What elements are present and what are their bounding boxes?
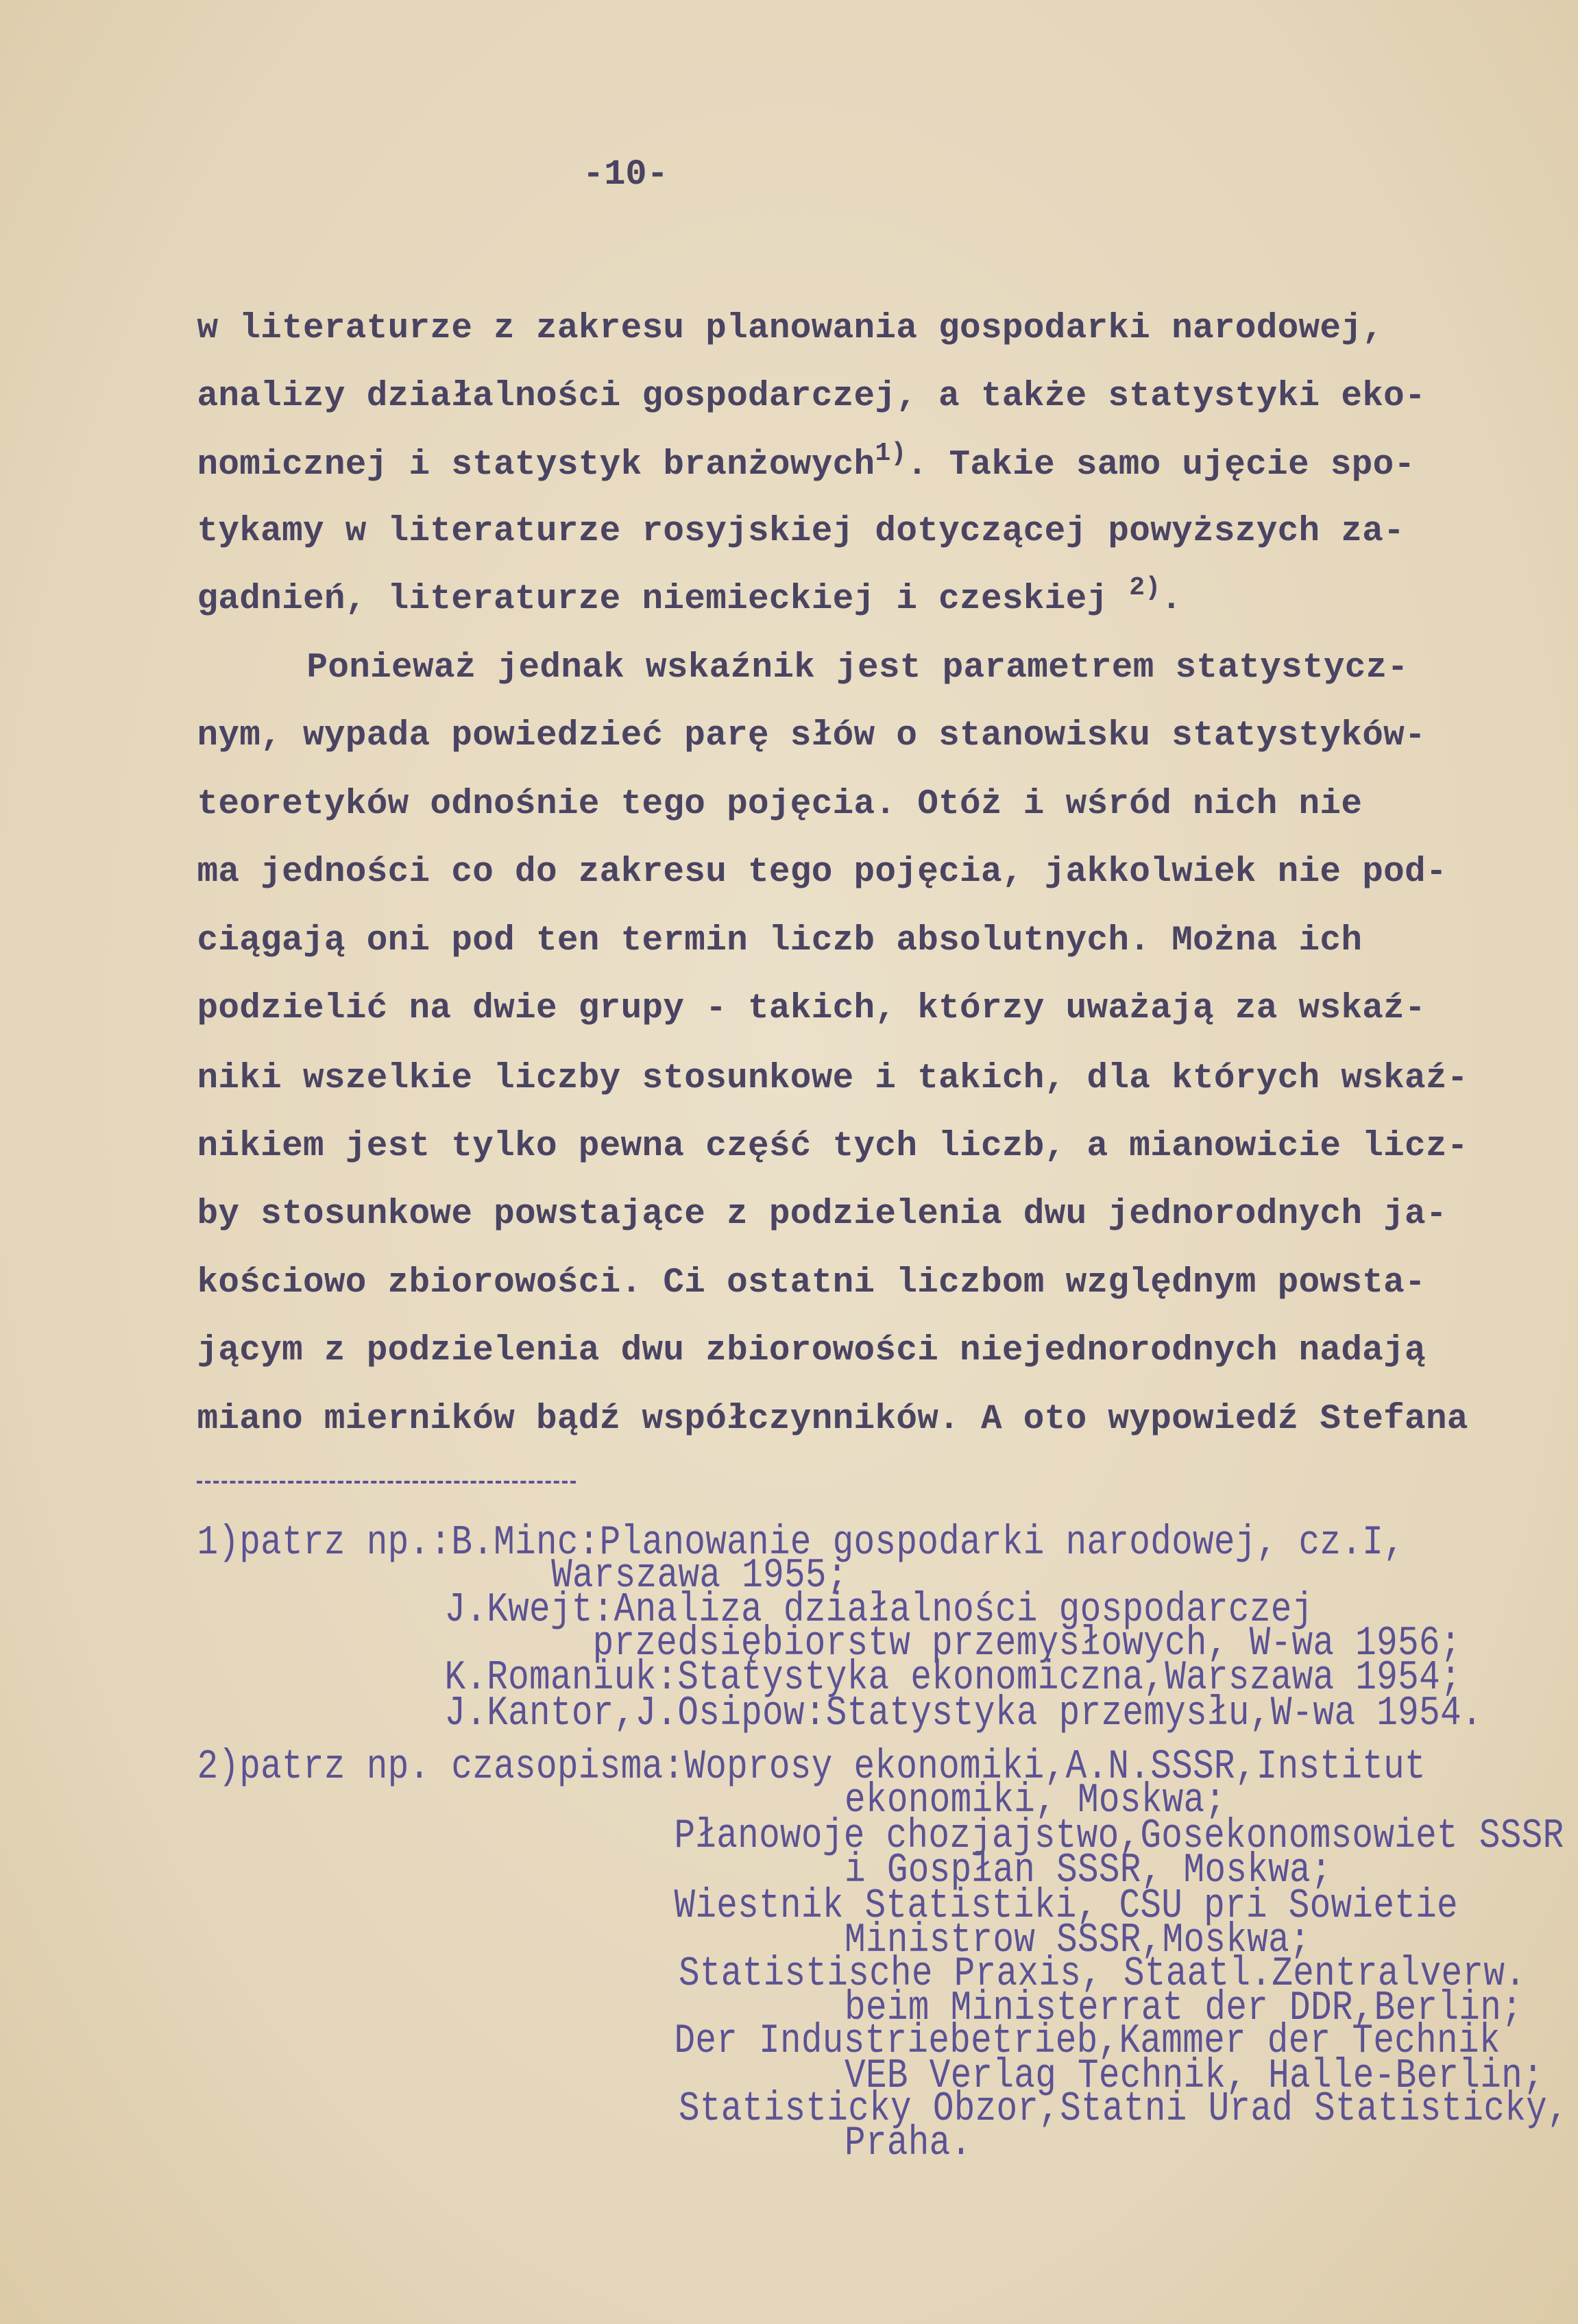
body-line bbox=[197, 511, 1405, 553]
body-line bbox=[197, 716, 1426, 757]
body-line bbox=[197, 784, 1362, 825]
footnote-line: VEB Verlag Technik, Halle-Berlin; bbox=[845, 2054, 1544, 2101]
body-line bbox=[197, 1331, 1426, 1372]
footnote-line: J.Kantor,J.Osipow:Statystyka przemysłu,W-wa 1954. bbox=[444, 1691, 1483, 1737]
page-number: -10- bbox=[583, 154, 668, 195]
footnote-line: J.Kwejt:Analiza działalności gospodarczej bbox=[444, 1587, 1313, 1634]
text-segment: tykamy w literaturze rosyjskiej dotyczącej powyższych za- bbox=[197, 511, 1405, 551]
text-segment: by stosunkowe powstające z podzielenia dwu jednorodnych ja- bbox=[197, 1195, 1447, 1235]
footnote-line: i Gospłan SSSR, Moskwa; bbox=[845, 1848, 1332, 1895]
body-line bbox=[197, 573, 1182, 622]
footnote-separator bbox=[197, 1481, 576, 1484]
footnote-line: 2)patrz np. czasopisma:Woprosy ekonomiki,A.N.SSSR,Institut bbox=[197, 1744, 1426, 1791]
text-segment: podzielić na dwie grupy - takich, którzy uważają za wskaź- bbox=[197, 989, 1426, 1028]
text-segment: gadnień, literaturze niemieckiej i czeskiej bbox=[197, 580, 1130, 620]
footnote-line: ekonomiki, Moskwa; bbox=[845, 1778, 1226, 1825]
footnote-line: beim Ministerrat der DDR,Berlin; bbox=[845, 1985, 1523, 2033]
text-segment: kościowo zbiorowości. Ci ostatni liczbom względnym powsta- bbox=[197, 1263, 1426, 1303]
body-line bbox=[197, 376, 1426, 417]
text-segment: nomicznej i statystyk branżowych bbox=[197, 445, 875, 485]
text-segment: ma jedności co do zakresu tego pojęcia, jakkolwiek nie pod- bbox=[197, 853, 1447, 893]
footnote-reference: 1) bbox=[875, 438, 907, 468]
body-line bbox=[197, 1263, 1426, 1304]
body-line bbox=[197, 308, 1383, 350]
body-line bbox=[197, 438, 1416, 488]
footnote-line: Der Industriebetrieb,Kammer der Technik bbox=[674, 2018, 1501, 2065]
text-segment: . Takie samo ujęcie spo- bbox=[906, 445, 1416, 485]
body-line bbox=[197, 1399, 1468, 1440]
footnote-line: Płanowoje chozjajstwo,Gosekonomsowiet SSSR bbox=[674, 1814, 1564, 1861]
text-segment: ciągają oni pod ten termin liczb absolutnych. Można ich bbox=[197, 921, 1363, 960]
text-segment: jącym z podzielenia dwu zbiorowości niejednorodnych nadają bbox=[197, 1331, 1426, 1371]
body-line bbox=[197, 1058, 1468, 1100]
body-line bbox=[197, 1126, 1468, 1167]
text-segment: nikiem jest tylko pewna część tych liczb, a mianowicie licz- bbox=[197, 1127, 1468, 1166]
footnote-line: Statistische Praxis, Staatl.Zentralverw. bbox=[678, 1952, 1527, 1998]
text-segment: teoretyków odnośnie tego pojęcia. Otóż i wśród nich nie bbox=[197, 784, 1363, 824]
footnote-line: przedsiębiorstw przemysłowych, W-wa 1956; bbox=[592, 1621, 1461, 1668]
footnote-line: 1)patrz np.:B.Minc:Planowanie gospodarki narodowej, cz.I, bbox=[197, 1521, 1405, 1567]
body-line bbox=[306, 648, 1408, 689]
footnote-line: K.Romaniuk:Statystyka ekonomiczna,Warszawa 1954; bbox=[444, 1655, 1461, 1702]
text-segment: analizy działalności gospodarczej, a także statystyki eko- bbox=[197, 377, 1426, 417]
body-line bbox=[197, 989, 1426, 1030]
footnote-reference: 2) bbox=[1129, 573, 1161, 603]
text-segment: Ponieważ jednak wskaźnik jest parametrem statystycz- bbox=[306, 648, 1409, 688]
text-segment: . bbox=[1161, 580, 1182, 620]
body-line bbox=[197, 1194, 1446, 1235]
footnote-line: Statisticky Obzor,Statni Urad Statisticky, bbox=[678, 2086, 1568, 2133]
text-segment: w literaturze z zakresu planowania gospodarki narodowej, bbox=[197, 308, 1384, 348]
text-segment: miano mierników bądź współczynników. A oto wypowiedź Stefana bbox=[197, 1399, 1468, 1439]
footnote-line: Ministrow SSSR,Moskwa; bbox=[845, 1917, 1311, 1964]
body-line bbox=[197, 921, 1362, 962]
footnote-line: Warszawa 1955; bbox=[551, 1553, 848, 1599]
text-segment: nym, wypada powiedzieć parę słów o stanowisku statystyków- bbox=[197, 716, 1426, 756]
body-line bbox=[197, 852, 1446, 893]
footnote-line: Praha. bbox=[845, 2120, 972, 2167]
footnote-line: Wiestnik Statistiki, CSU pri Sowietie bbox=[674, 1883, 1458, 1930]
text-segment: niki wszelkie liczby stosunkowe i takich, dla których wskaź- bbox=[197, 1058, 1468, 1098]
